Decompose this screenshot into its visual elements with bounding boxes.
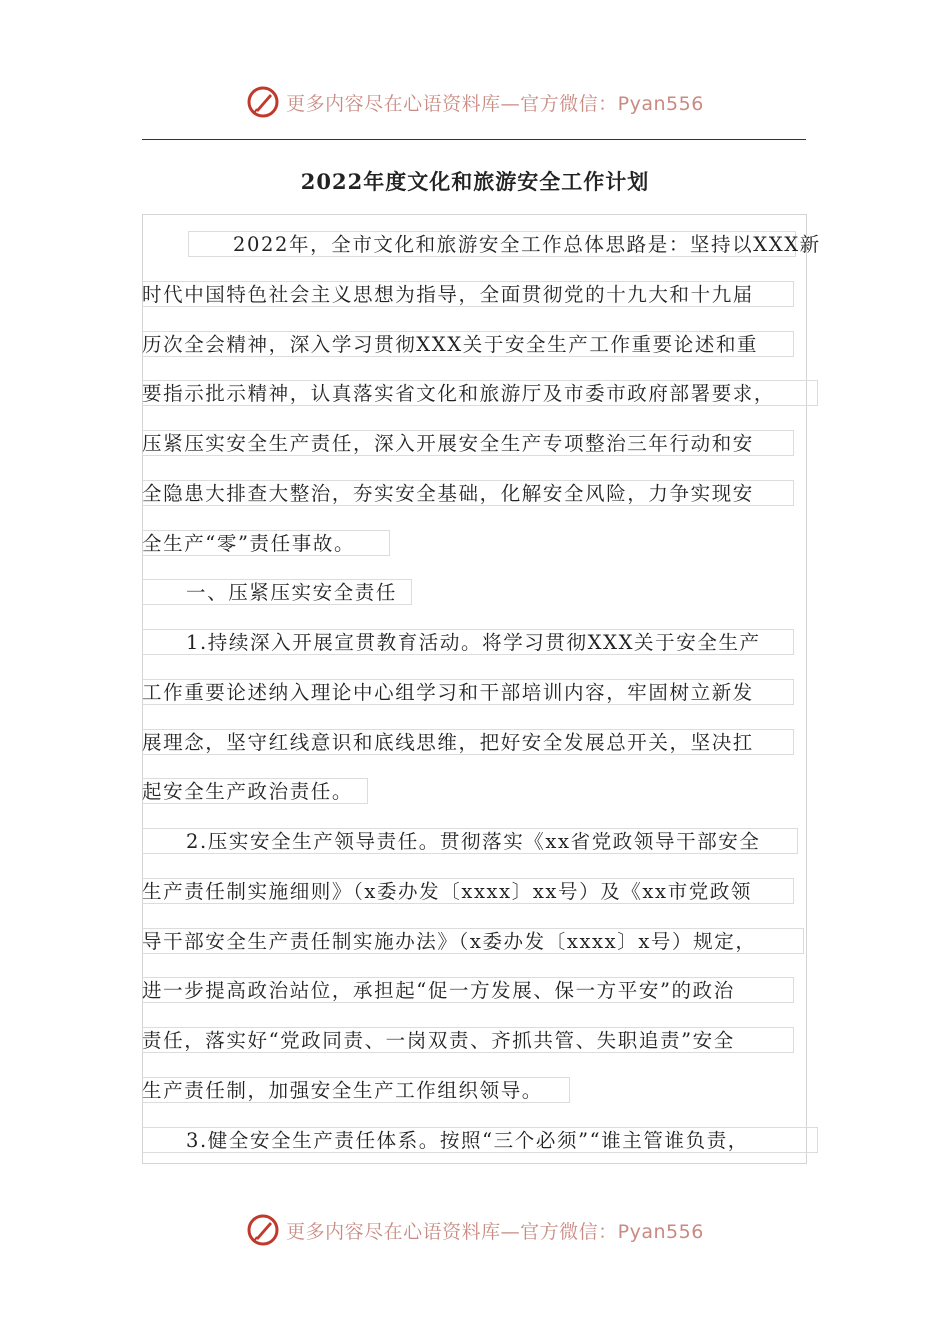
body-line: 生产责任制实施细则》（x委办发〔xxxx〕xx号）及《xx市党政领 [142, 878, 794, 904]
body-line: 3.健全安全生产责任体系。按照“三个必须”“谁主管谁负责， [142, 1127, 818, 1153]
body-line: 1.持续深入开展宣贯教育活动。将学习贯彻XXX关于安全生产 [142, 629, 794, 655]
section-heading: 一、压紧压实安全责任 [142, 579, 412, 605]
body-line: 压紧压实安全生产责任，深入开展安全生产专项整治三年行动和安 [142, 430, 794, 456]
body-line: 责任，落实好“党政同责、一岗双责、齐抓共管、失职追责”安全 [142, 1027, 794, 1053]
body-line: 历次全会精神，深入学习贯彻XXX关于安全生产工作重要论述和重 [142, 331, 794, 357]
body-line: 导干部安全生产责任制实施办法》（x委办发〔xxxx〕x号）规定， [142, 928, 804, 954]
body-line: 2022年，全市文化和旅游安全工作总体思路是：坚持以XXX新 [188, 231, 796, 257]
body-line: 2.压实安全生产领导责任。贯彻落实《xx省党政领导干部安全 [142, 828, 798, 854]
header-divider [142, 139, 806, 140]
wechat-id: Pyan556 [617, 1220, 704, 1243]
quill-logo-icon [246, 85, 280, 119]
document-title: 2022年度文化和旅游安全工作计划 [300, 169, 650, 194]
header-banner [0, 82, 950, 122]
quill-logo-icon [246, 1213, 280, 1247]
body-line: 进一步提高政治站位，承担起“促一方发展、保一方平安”的政治 [142, 977, 794, 1003]
body-line: 时代中国特色社会主义思想为指导，全面贯彻党的十九大和十九届 [142, 281, 794, 307]
banner-text: 更多内容尽在心语资料库—官方微信：Pyan556 [286, 1220, 704, 1243]
body-line: 工作重要论述纳入理论中心组学习和干部培训内容，牢固树立新发 [142, 679, 794, 705]
wechat-id: Pyan556 [617, 92, 704, 115]
body-line: 要指示批示精神，认真落实省文化和旅游厅及市委市政府部署要求， [142, 380, 818, 406]
body-line: 起安全生产政治责任。 [142, 778, 368, 804]
footer-banner [0, 1210, 950, 1250]
body-line: 展理念，坚守红线意识和底线思维，把好安全发展总开关，坚决扛 [142, 729, 794, 755]
banner-text: 更多内容尽在心语资料库—官方微信：Pyan556 [286, 92, 704, 115]
body-line: 生产责任制，加强安全生产工作组织领导。 [142, 1077, 570, 1103]
body-line: 全生产“零”责任事故。 [142, 530, 390, 556]
body-line: 全隐患大排查大整治，夯实安全基础，化解安全风险，力争实现安 [142, 480, 794, 506]
